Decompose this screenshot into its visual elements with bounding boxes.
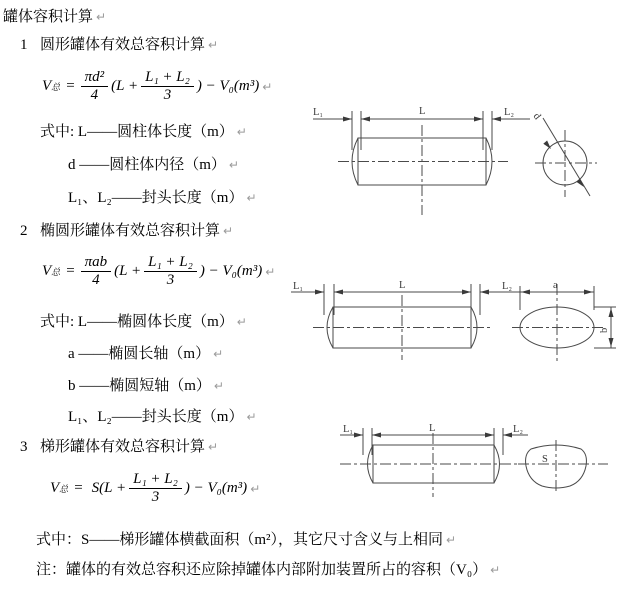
dim-label-d: d <box>530 111 543 122</box>
dim-arrow-icon <box>315 290 324 295</box>
dim-arrow-icon <box>354 433 363 438</box>
diagram-trapezoidal-tank <box>335 420 619 525</box>
paragraph-mark-icon: ↵ <box>446 533 457 547</box>
dim-label-l: L <box>419 106 426 117</box>
section-1-number: 1 <box>20 37 28 53</box>
fraction-numerator: L₁ + L₂ <box>129 471 182 489</box>
paragraph-mark-icon: ↵ <box>262 79 273 94</box>
dim-arrow-icon <box>521 290 530 295</box>
dim-arrow-icon <box>543 141 551 150</box>
dim-label-l2: L₂ <box>504 107 515 118</box>
section-3-heading-text: 梯形罐体有效总容积计算 <box>40 439 206 455</box>
paragraph-mark-icon: ↵ <box>208 38 219 52</box>
param-text: a ——椭圆长轴（m） <box>68 346 211 362</box>
paragraph-mark-icon: ↵ <box>246 410 257 424</box>
paragraph-mark-icon: ↵ <box>250 481 261 496</box>
dim-arrow-icon <box>343 117 352 122</box>
fraction-numerator: L₁ + L₂ <box>144 254 197 272</box>
note-text: 注：罐体的有效总容积还应除掉罐体内部附加装置所占的容积（V₀） <box>36 562 488 578</box>
formula-trapezoid-volume <box>50 471 260 506</box>
param-line <box>68 156 239 174</box>
dim-label-l: L <box>429 423 436 434</box>
dim-label-l1: L₁ <box>293 281 304 292</box>
paragraph-mark-icon: ↵ <box>213 347 224 361</box>
param-line <box>68 408 257 426</box>
formula-tail: ) − V₀(m³) <box>199 263 263 279</box>
note-text: 式中：S——梯形罐体横截面积（m²），其它尺寸含义与上相同 <box>36 532 444 548</box>
formula-lhs-subscript: 总 <box>59 484 69 494</box>
section-2-number: 2 <box>20 223 28 239</box>
dim-label-l1: L₁ <box>313 107 324 118</box>
dim-label-l1: L₁ <box>343 424 354 435</box>
section-1-heading <box>20 36 218 54</box>
fraction-numerator: πab <box>81 254 112 272</box>
paragraph-mark-icon: ↵ <box>228 158 239 172</box>
dim-label-l2: L₂ <box>513 424 524 435</box>
formula-mid: (L + <box>114 263 142 279</box>
paragraph-mark-icon: ↵ <box>246 191 257 205</box>
dim-arrow-icon <box>334 290 343 295</box>
dim-arrow-icon <box>503 433 512 438</box>
param-line <box>40 123 247 141</box>
param-text: L₁、L₂——封头长度（m） <box>68 409 244 425</box>
param-text: 式中: L——圆柱体长度（m） <box>40 124 234 140</box>
fraction-denominator: 4 <box>92 272 100 288</box>
section-2-heading-text: 椭圆形罐体有效总容积计算 <box>40 223 221 239</box>
param-line <box>68 189 257 207</box>
equals-sign: = <box>74 480 83 496</box>
paragraph-mark-icon: ↵ <box>213 379 224 393</box>
formula-lhs: V <box>42 78 52 94</box>
dim-arrow-icon <box>609 338 614 347</box>
dim-label-l: L <box>399 280 406 291</box>
paragraph-mark-icon: ↵ <box>208 440 219 454</box>
formula-tail: ) − V₀(m³) <box>196 78 260 94</box>
formula-circular-volume <box>42 69 272 104</box>
fraction-l1-plus-l2-over-3 <box>144 254 197 289</box>
dim-label-l2: L₂ <box>502 281 513 292</box>
fraction-pi-d2-over-4 <box>81 69 109 104</box>
dim-arrow-icon <box>485 433 494 438</box>
formula-lhs: V <box>50 480 60 496</box>
paragraph-mark-icon: ↵ <box>490 563 501 577</box>
fraction-l1-plus-l2-over-3 <box>141 69 194 104</box>
fraction-numerator: πd² <box>81 69 109 87</box>
param-line <box>68 377 224 395</box>
param-line <box>68 345 223 363</box>
note-line-v0 <box>36 561 500 579</box>
formula-mid: S(L + <box>91 480 127 496</box>
note-line-s <box>36 531 456 549</box>
dim-arrow-icon <box>576 179 584 188</box>
dim-arrow-icon <box>584 290 593 295</box>
formula-elliptical-volume <box>42 254 275 289</box>
fraction-denominator: 3 <box>163 87 172 103</box>
formula-tail: ) − V₀(m³) <box>184 480 248 496</box>
equals-sign: = <box>66 263 75 279</box>
param-text: b ——椭圆短轴（m） <box>68 378 211 394</box>
diagram-cylindrical-tank <box>300 95 619 220</box>
paragraph-mark-icon: ↵ <box>265 264 276 279</box>
formula-mid: (L + <box>111 78 139 94</box>
section-3-heading <box>20 438 218 456</box>
diagram-elliptical-tank <box>288 270 619 395</box>
paragraph-mark-icon: ↵ <box>236 125 247 139</box>
section-3-number: 3 <box>20 439 28 455</box>
fraction-denominator: 3 <box>151 489 160 505</box>
paragraph-mark-icon: ↵ <box>223 224 234 238</box>
fraction-pi-ab-over-4 <box>81 254 112 289</box>
param-line <box>40 313 247 331</box>
dim-arrow-icon <box>480 290 489 295</box>
doc-title <box>3 8 106 26</box>
paragraph-mark-icon: ↵ <box>96 10 107 24</box>
formula-lhs-subscript: 总 <box>51 267 61 277</box>
dim-arrow-icon <box>609 308 614 317</box>
param-text: L₁、L₂——封头长度（m） <box>68 190 244 206</box>
section-2-heading <box>20 222 233 240</box>
formula-lhs: V <box>42 263 52 279</box>
param-text: 式中: L——椭圆体长度（m） <box>40 314 234 330</box>
dim-arrow-icon <box>372 433 381 438</box>
doc-title-text: 罐体容积计算 <box>3 9 94 25</box>
fraction-denominator: 4 <box>90 87 99 103</box>
dim-arrow-icon <box>492 117 501 122</box>
equals-sign: = <box>66 78 75 94</box>
section-1-heading-text: 圆形罐体有效总容积计算 <box>40 37 206 53</box>
dim-arrow-icon <box>474 117 483 122</box>
fraction-denominator: 3 <box>166 272 175 288</box>
dim-label-b: b <box>599 327 610 333</box>
dim-arrow-icon <box>361 117 370 122</box>
section-area-label-s: S <box>542 454 548 465</box>
param-text: d ——圆柱体内径（m） <box>68 157 226 173</box>
formula-lhs-subscript: 总 <box>51 82 61 92</box>
dim-arrow-icon <box>462 290 471 295</box>
fraction-l1-plus-l2-over-3 <box>129 471 182 506</box>
fraction-numerator: L₁ + L₂ <box>141 69 194 87</box>
paragraph-mark-icon: ↵ <box>236 315 247 329</box>
dim-label-a: a <box>553 280 558 291</box>
